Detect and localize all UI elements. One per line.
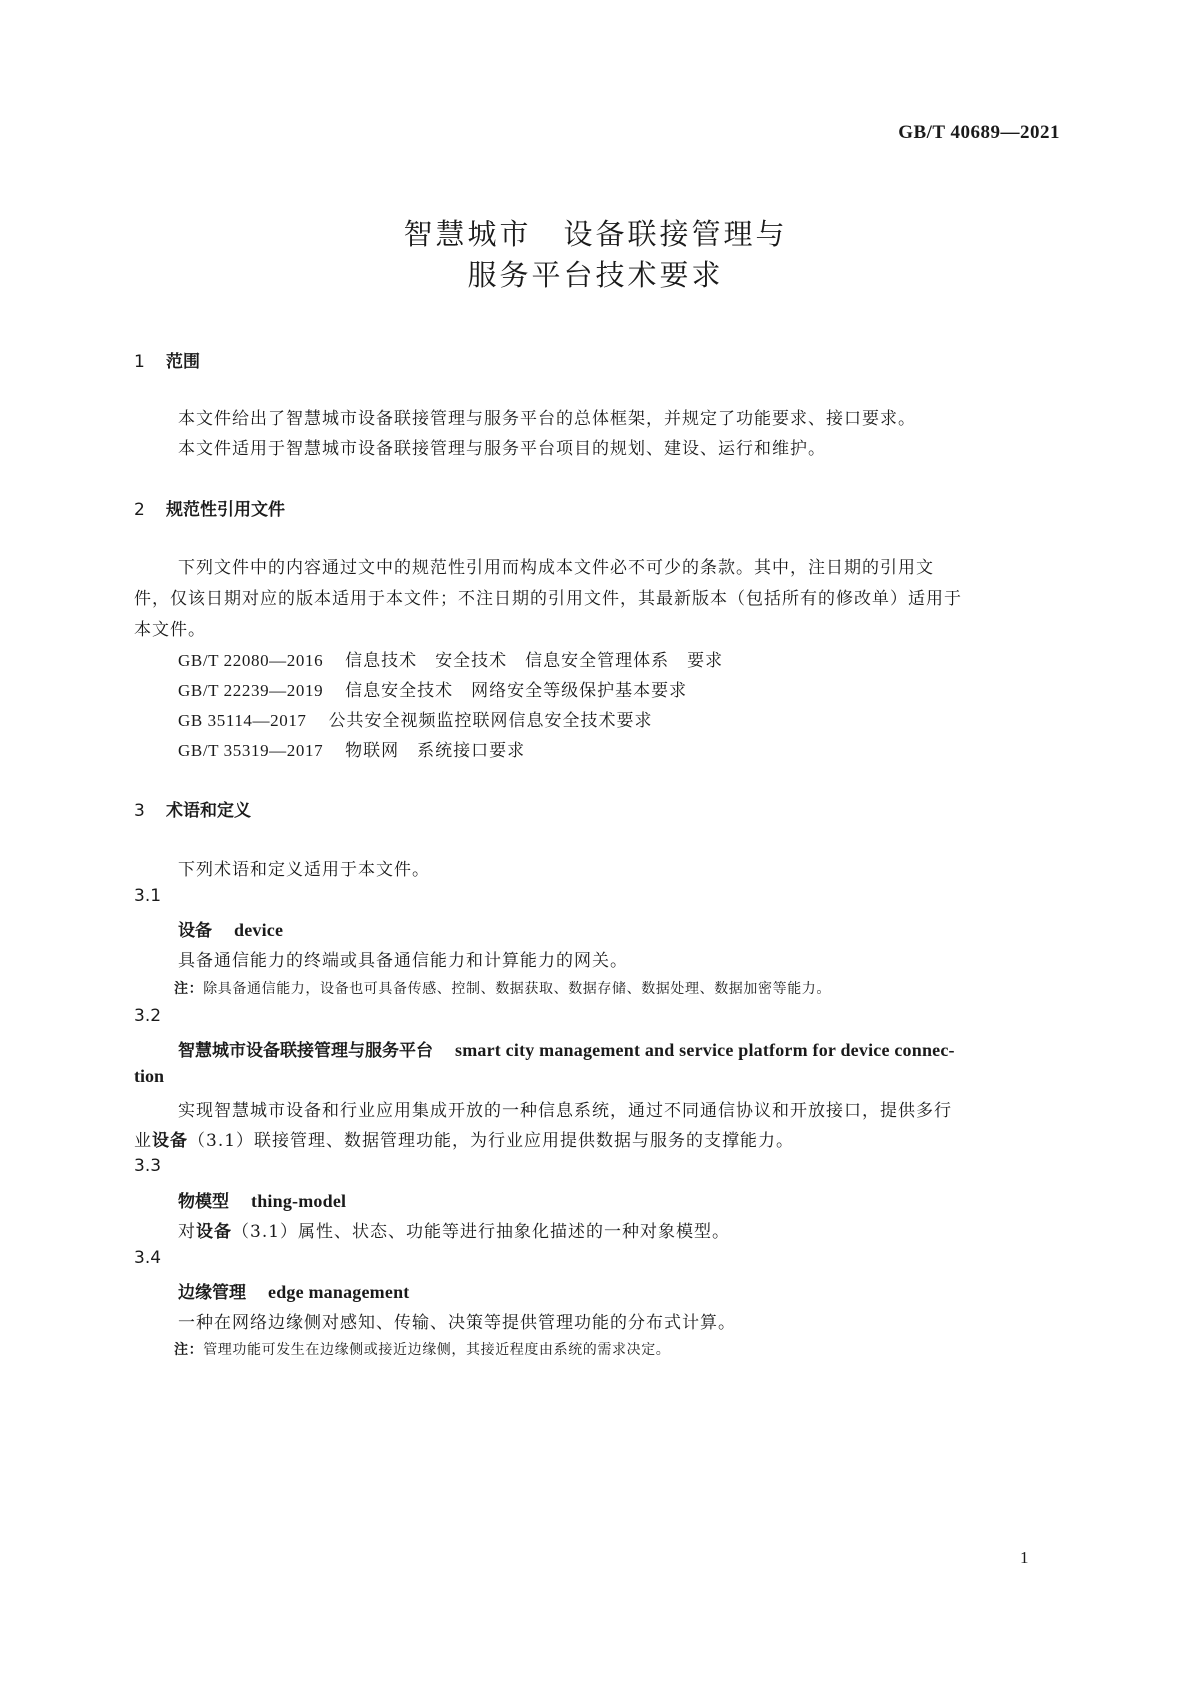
term-name-zh: 设备 — [178, 921, 212, 941]
note-text: 除具备通信能力，设备也可具备传感、控制、数据获取、数据存储、数据处理、数据加密等能力。 — [203, 981, 832, 997]
term-name-en: edge management — [268, 1282, 410, 1302]
reference-item — [178, 646, 723, 671]
section-title: 规范性引用文件 — [166, 500, 285, 520]
section-title: 范围 — [166, 352, 200, 372]
section-2-intro-line: 本文件。 — [134, 620, 206, 640]
standard-code: GB/T 40689—2021 — [898, 122, 1060, 143]
term-definition — [134, 1126, 794, 1151]
term-name — [178, 1036, 955, 1061]
note-text: 管理功能可发生在边缘侧或接近边缘侧，其接近程度由系统的需求决定。 — [203, 1342, 671, 1358]
reference-title: 信息技术 安全技术 信息安全管理体系 要求 — [345, 651, 724, 671]
section-title: 术语和定义 — [166, 801, 251, 821]
term-name-zh: 边缘管理 — [178, 1283, 246, 1303]
term-name-zh: 智慧城市设备联接管理与服务平台 — [178, 1041, 433, 1061]
term-number: 3.2 — [134, 1006, 162, 1026]
term-name — [178, 1187, 346, 1212]
reference-code: GB 35114—2017 — [178, 711, 307, 730]
definition-text: 对 — [178, 1222, 196, 1242]
term-name-en: thing-model — [251, 1191, 347, 1211]
section-1-paragraph: 本文件给出了智慧城市设备联接管理与服务平台的总体框架，并规定了功能要求、接口要求。 — [178, 409, 916, 429]
term-number: 3.1 — [134, 886, 162, 906]
term-number: 3.4 — [134, 1248, 162, 1268]
term-definition: 具备通信能力的终端或具备通信能力和计算能力的网关。 — [178, 951, 628, 971]
definition-text: （3.1）属性、状态、功能等进行抽象化描述的一种对象模型。 — [232, 1222, 731, 1242]
section-3-intro: 下列术语和定义适用于本文件。 — [178, 860, 430, 880]
term-cross-reference: 设备 — [196, 1222, 232, 1242]
section-2-intro-line: 件，仅该日期对应的版本适用于本文件；不注日期的引用文件，其最新版本（包括所有的修改单）适用于 — [134, 589, 962, 609]
term-cross-reference: 设备 — [152, 1131, 188, 1151]
document-title-line1: 智慧城市 设备联接管理与 — [403, 217, 788, 251]
definition-text: （3.1）联接管理、数据管理功能，为行业应用提供数据与服务的支撑能力。 — [188, 1131, 795, 1151]
page-number: 1 — [1020, 1548, 1029, 1567]
term-definition: 一种在网络边缘侧对感知、传输、决策等提供管理功能的分布式计算。 — [178, 1313, 736, 1333]
reference-item — [178, 736, 525, 761]
section-2-intro-line: 下列文件中的内容通过文中的规范性引用而构成本文件必不可少的条款。其中，注日期的引用文 — [178, 558, 934, 578]
reference-title: 信息安全技术 网络安全等级保护基本要求 — [345, 681, 688, 701]
term-note — [174, 978, 831, 998]
term-name — [178, 1278, 409, 1303]
note-label: 注： — [174, 981, 204, 997]
section-1-paragraph: 本文件适用于智慧城市设备联接管理与服务平台项目的规划、建设、运行和维护。 — [178, 439, 826, 459]
reference-title: 物联网 系统接口要求 — [345, 741, 526, 761]
reference-code: GB/T 22080—2016 — [178, 651, 324, 670]
note-label: 注： — [174, 1342, 204, 1358]
definition-text: 业 — [134, 1131, 152, 1151]
section-number: 1 — [134, 352, 145, 372]
section-2-heading — [134, 495, 285, 520]
term-note — [174, 1339, 670, 1359]
term-name-en: smart city management and service platform for device connec- — [455, 1040, 955, 1060]
term-name-zh: 物模型 — [178, 1192, 229, 1212]
term-definition: 实现智慧城市设备和行业应用集成开放的一种信息系统，通过不同通信协议和开放接口，提供多行 — [178, 1101, 952, 1121]
reference-code: GB/T 22239—2019 — [178, 681, 324, 700]
term-definition — [178, 1217, 730, 1242]
section-number: 3 — [134, 801, 145, 821]
term-name-en: device — [234, 920, 284, 940]
reference-title: 公共安全视频监控联网信息安全技术要求 — [328, 711, 653, 731]
section-3-heading — [134, 796, 251, 821]
term-number: 3.3 — [134, 1156, 162, 1176]
reference-item — [178, 706, 653, 731]
reference-item — [178, 676, 687, 701]
term-name — [178, 916, 283, 941]
reference-code: GB/T 35319—2017 — [178, 741, 324, 760]
section-number: 2 — [134, 500, 145, 520]
section-1-heading — [134, 347, 200, 372]
term-name-en-continuation: tion — [134, 1066, 165, 1086]
document-title-line2: 服务平台技术要求 — [467, 258, 724, 292]
